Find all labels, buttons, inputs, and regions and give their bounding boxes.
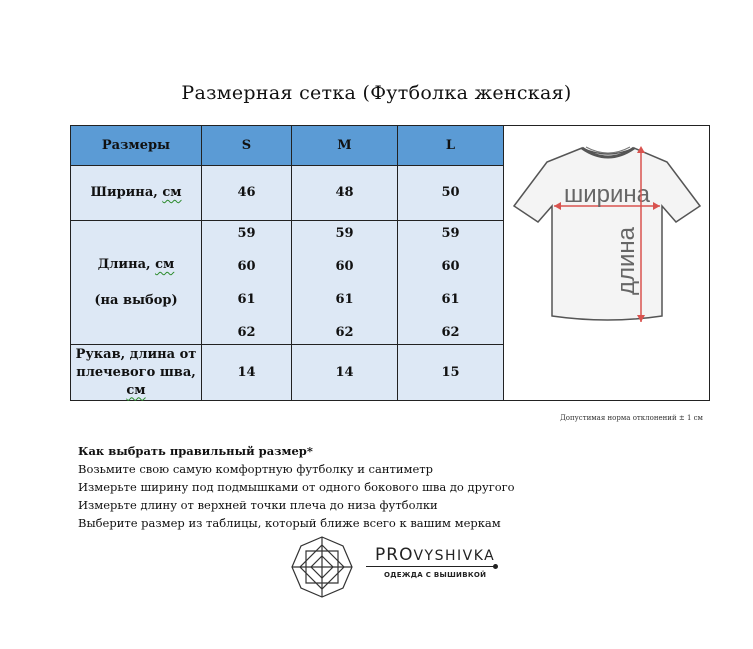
row-label-length: Длина, см (на выбор) (71, 221, 202, 345)
instruction-step: Измерьте длину от верхней точки плеча до низа футболки (78, 498, 438, 512)
instructions-heading: Как выбрать правильный размер* (78, 444, 313, 458)
page-title: Размерная сетка (Футболка женская) (181, 82, 572, 104)
tshirt-diagram (504, 126, 710, 396)
length-s: 59 60 61 62 (202, 221, 292, 345)
length-word: длина (613, 226, 640, 296)
instruction-step: Выберите размер из таблицы, который ближе всего к вашим меркам (78, 516, 501, 530)
tshirt-diagram-cell (504, 126, 710, 401)
header-s: S (202, 126, 292, 166)
brand-logo-icon (290, 534, 510, 600)
width-m: 48 (292, 165, 398, 221)
header-m: M (292, 126, 398, 166)
row-label-sleeve: Рукав, длина от плечевого шва, см (71, 345, 202, 401)
width-s: 46 (202, 165, 292, 221)
tshirt-outline (514, 148, 700, 320)
tolerance-note: Допустимая норма отклонений ± 1 см (560, 414, 703, 422)
sleeve-l: 15 (398, 345, 504, 401)
instruction-step: Измерьте ширину под подмышками от одного бокового шва до другого (78, 480, 515, 494)
table-header-row (71, 126, 710, 166)
instruction-step: Возьмите свою самую комфортную футболку и сантиметр (78, 462, 434, 476)
brand-divider (366, 566, 496, 567)
header-sizes: Размеры (71, 126, 202, 166)
brand-name: PROVYSHIVKA (375, 545, 496, 565)
brand-dot (493, 564, 498, 569)
header-l: L (398, 126, 504, 166)
size-table (70, 125, 710, 401)
length-m: 59 60 61 62 (292, 221, 398, 345)
length-l: 59 60 61 62 (398, 221, 504, 345)
sleeve-m: 14 (292, 345, 398, 401)
instructions (78, 442, 515, 532)
width-word: ширина (563, 181, 651, 208)
row-label-width: Ширина, см (71, 165, 202, 221)
brand-tagline: ОДЕЖДА С ВЫШИВКОЙ (384, 571, 487, 579)
sleeve-s: 14 (202, 345, 292, 401)
width-l: 50 (398, 165, 504, 221)
